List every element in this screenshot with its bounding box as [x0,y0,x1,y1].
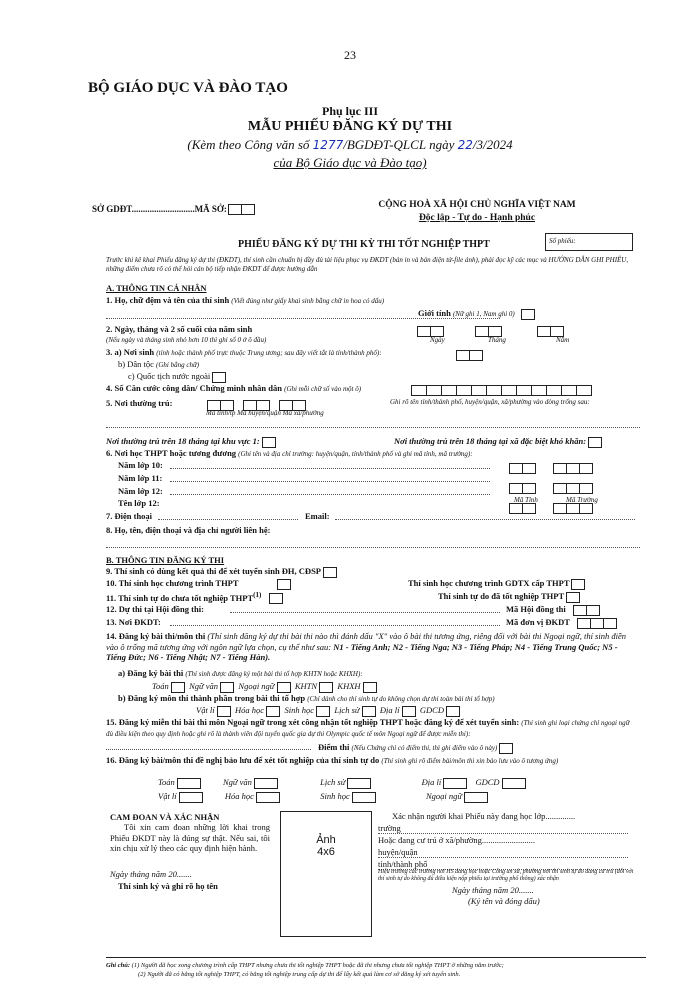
cccd-boxes [412,381,592,399]
xac-nhan-date: Ngày tháng năm 20....... [452,885,534,895]
ma-hoi-dong: Mã Hội đồng thi [506,604,600,616]
quoc-tich-box[interactable] [212,372,226,383]
field-5: 5. Nơi thường trú: [106,398,173,408]
dob-year-box[interactable] [537,326,551,337]
subjects-row-b: Vật lí Hóa học Sinh học Lịch sử Địa lí GDCD [196,705,460,717]
field-9: 9. Thí sinh có dùng kết quả thi để xét tuyển sinh ĐH, CĐSP [106,566,337,578]
field-14b: b) Đăng ký môn thi thành phần trong bài thi tổ hợp (Chỉ dành cho thí sinh tự do không chọn dự thi toàn bài thi tổ hợp) [118,693,495,703]
tinh-line[interactable]: tỉnh/thành phố [378,859,628,870]
xac-nhan-note: Hiệu trưởng các trường nơi HS đang học hoặc Công an xã, phường nơi thí sinh tự do đang cư trú (đối với thí sinh tự do không đủ điều kiện nộp phiếu tại trường phổ thông) xác nhận [378,869,634,882]
ky-ten-thi-sinh: Thí sinh ký và ghi rõ họ tên [118,881,218,891]
form-title: MẪU PHIẾU ĐĂNG KÝ DỰ THI [247,119,453,134]
f11-box[interactable] [269,593,283,604]
field-2: 2. Ngày, tháng và 2 số cuối của năm sinh [106,324,253,334]
contact-line[interactable] [106,547,640,548]
ma-tinh-label: Mã Tỉnh [514,496,538,504]
footnotes: Ghi chú: (1) Người đã học xong chương trình cấp THPT nhưng chưa thi tốt nghiệp THPT hoặc đã thi nhưng chưa tốt nghiệp THPT ở những năm trước; (2) Người đã có bằng tốt nghiệp THPT, có bằng tốt nghiệp trung cấp dự thi để lấy kết quả làm cơ sở đăng ký xét tuyển sinh. [106,962,504,978]
field-3c: c) Quốc tịch nước ngoài [128,371,226,383]
field-11: 11. Thí sinh tự do chưa tốt nghiệp THPT$^{(1)}$ [106,591,283,604]
xac-nhan-title: Xác nhận người khai Phiếu này đang học lớp.............. [392,811,576,821]
page-number: 23 [344,48,356,62]
reference-line-1: (Kèm theo Công văn số 1277/BGDĐT-QLCL ngày 22/3/2024 [187,137,513,152]
residence-line[interactable] [106,427,640,428]
field-2-hint: (Nếu ngày và tháng sinh nhỏ hơn 10 thì ghi số 0 ở ô đầu) [106,336,267,344]
ngoaingu-box[interactable] [277,682,291,693]
field-14a: a) Đăng ký bài thi (Thí sinh được đăng ký một bài thi tổ hợp KHTN hoặc KHXH): [118,668,363,678]
field-10b: Thí sinh học chương trình GDTX cấp THPT [408,578,585,590]
gender-field: Giới tính (Nữ ghi 1, Nam ghi 0) [418,308,535,320]
cu-tru: Hoặc đang cư trú ở xã/phường......................... [378,835,536,845]
f10b-box[interactable] [571,579,585,590]
so-gddt: SỞ GDĐT............................MÃ SỞ: [92,204,255,215]
gender-box[interactable] [521,309,535,320]
footer-divider [106,957,646,958]
section-b-title: B. THÔNG TIN ĐĂNG KÝ THI [106,555,225,565]
hoi-dong-line[interactable] [230,612,500,613]
appendix-label: Phụ lục III [321,104,379,118]
field-1: 1. Họ, chữ đệm và tên của thí sinh (Viết đúng như giấy khai sinh bằng chữ in hoa có dấu) [106,295,385,305]
school-code-boxes [510,459,593,517]
ma-don-vi: Mã đơn vị ĐKDT [506,617,617,629]
f10-box[interactable] [277,579,291,590]
field-15: 15. Đăng ký miễn thi bài thi môn Ngoại ngữ trong xét công nhận tốt nghiệp THPT hoặc đăng ký để xét tuyển sinh: (Thí sinh ghi loại chứng chỉ ngoại ngữ đủ điều kiện theo quy định hoặc ghi rõ là thành viên đội tuyển quốc gia dự thi Olympic quốc tế môn Ngoại ngữ để được miễn thi): [106,717,630,738]
db-kho-khan-field: Nơi thường trú trên 18 tháng tại xã đặc biệt khó khăn: [394,436,602,448]
ma-truong-label: Mã Trường [566,496,598,504]
f11b-box[interactable] [566,592,580,603]
field-16: 16. Đăng ký bài/môn thi đề nghị bảo lưu để xét tốt nghiệp của thí sinh tự do (Thí sinh ghi rõ điểm bài/môn thi xin bảo lưu vào ô tương ứng) [106,755,559,765]
ma-so-box[interactable] [228,204,242,215]
field-11b: Thí sinh tự do đã tốt nghiệp THPT [438,591,580,603]
cam-doan-date: Ngày tháng năm 20....... [110,869,192,879]
field-10: 10. Thí sinh học chương trình THPT [106,578,291,590]
field-8: 8. Họ, tên, điện thoại và địa chỉ người liên hệ: [106,525,271,535]
chung-chi-line[interactable] [106,749,311,750]
lop11-label: Năm lớp 11: [118,473,163,483]
republic-title: CỘNG HOÀ XÃ HỘI CHỦ NGHĨA VIỆT NAM [378,200,576,210]
sheet-title: PHIẾU ĐĂNG KÝ DỰ THI KỲ THI TỐT NGHIỆP THPT [238,239,490,250]
huyen-line[interactable]: huyện/quận [378,847,628,858]
field-3b: b) Dân tộc (Ghi bằng chữ) [118,359,200,369]
field-7: 7. Điện thoại [106,511,153,521]
ngay-label: Ngày [430,336,445,344]
reference-line-2: của Bộ Giáo dục và Đào tạo) [273,155,427,170]
cam-doan-text: Tôi xin cam đoan những lời khai trong Phiếu ĐKDT này là đúng sự thật. Nếu sai, tôi xin chịu xử lý theo các quy định hiện hành. [110,822,270,853]
so-phieu-box[interactable]: Số phiếu: [545,233,633,251]
email-line[interactable] [335,519,635,520]
field-14: 14. Đăng ký bài thi/môn thi (Thí sinh đăng ký dự thi bài thi nào thì đánh dấu "X" vào ô bài thi tương ứng, riêng đối với bài thi Ngoại ngữ, thí sinh điền vào ô trống mã tương ứng với ngôn ngữ lựa chọn, cụ thể như sau: N1 - Tiếng Anh; N2 - Tiếng Nga; N3 - Tiếng Pháp; N4 - Tiếng Trung Quốc; N5 - Tiếng Đức; N6 - Tiếng Nhật; N7 - Tiếng Hàn). [106,631,626,662]
field-6: 6. Nơi học THPT hoặc tương đương (Ghi tên và địa chỉ trường: huyện/quận, tỉnh/thành phố và ghi mã tỉnh, mã trường): [106,448,473,458]
photo-box[interactable] [280,811,372,937]
diem-thi-box[interactable] [499,743,513,754]
khtn-box[interactable] [319,682,333,693]
residence-code-labels: Mã tỉnh/tp Mã huyện/quận Mã xã/phường [206,409,324,417]
thang-label: Tháng [488,336,506,344]
ky-ten-dong-dau: (Ký tên và đóng dấu) [468,896,540,906]
reserve-row-a: Toán Ngữ văn Lịch sử Địa lí GDCD [158,777,526,789]
ten-lop12-label: Tên lớp 12: [118,498,160,508]
toan-box[interactable] [171,682,185,693]
noi-sinh-boxes [457,346,483,364]
ministry-name: BỘ GIÁO DỤC VÀ ĐÀO TẠO [88,80,288,96]
photo-label: Ảnh [316,834,336,846]
noi-dkdt-line[interactable] [170,625,500,626]
field-3a: 3. a) Nơi sinh (tỉnh hoặc thành phố trực thuộc Trung ương; sau đây viết tắt là tỉnh/thành phố): [106,347,382,357]
field-4: 4. Số Căn cước công dân/ Chứng minh nhân dân (Ghi mỗi chữ số vào một ô) [106,383,362,393]
field-5-hint: Ghi rõ tên tỉnh/thành phố, huyện/quận, xã/phường vào dòng trống sau: [390,398,590,406]
handwritten-number: 1277 [312,138,344,152]
khxh-box[interactable] [363,682,377,693]
email-label: Email: [305,511,330,521]
lop10-line[interactable] [170,468,490,469]
nam-label: Năm [556,336,570,344]
field-12: 12. Dự thi tại Hội đồng thi: [106,604,204,614]
cam-doan-title: CAM ĐOAN VÀ XÁC NHẬN [110,812,220,822]
db-kho-khan-box[interactable] [588,437,602,448]
nguvan-box[interactable] [220,682,234,693]
dob-day-box[interactable] [417,326,431,337]
lop10-label: Năm lớp 10: [118,460,163,470]
kv1-field: Nơi thường trú trên 18 tháng tại khu vực 1: [106,436,276,448]
motto: Độc lập - Tự do - Hạnh phúc [418,213,536,223]
truong-line[interactable]: trường [378,823,628,834]
diem-thi: Điểm thi (Nếu Chứng chỉ có điểm thi, thì ghi điểm vào ô này) [318,742,513,754]
handwritten-day: 22 [457,138,473,152]
reserve-row-b: Vật lí Hóa học Sinh học Ngoại ngữ [158,791,488,803]
field-13: 13. Nơi ĐKDT: [106,617,161,627]
phone-line[interactable] [158,519,298,520]
kv1-box[interactable] [262,437,276,448]
section-a-title: A. THÔNG TIN CÁ NHÂN [106,283,207,293]
lop11-line[interactable] [170,481,490,482]
lop12-label: Năm lớp 12: [118,486,163,496]
intro-text: Trước khi kê khai Phiếu đăng ký dự thi (ĐKDT), thí sinh cần chuẩn bị đầy đủ tài liệu phục vụ ĐKDT (bản in và bản điện tử-file ảnh), phải đọc kỹ các mục và HƯỚNG DẪN GHI PHIẾU, những điểm chưa rõ có thể hỏi cán bộ tiếp nhận ĐKDT để được hướng dẫn [106,256,629,273]
lop12-line[interactable] [170,494,490,495]
subjects-row-a: Toán Ngữ văn Ngoại ngữ KHTN KHXH [152,681,377,693]
photo-size: 4x6 [317,846,335,858]
ma-so-box[interactable] [241,204,255,215]
f9-box[interactable] [323,567,337,578]
dob-month-box[interactable] [475,326,489,337]
